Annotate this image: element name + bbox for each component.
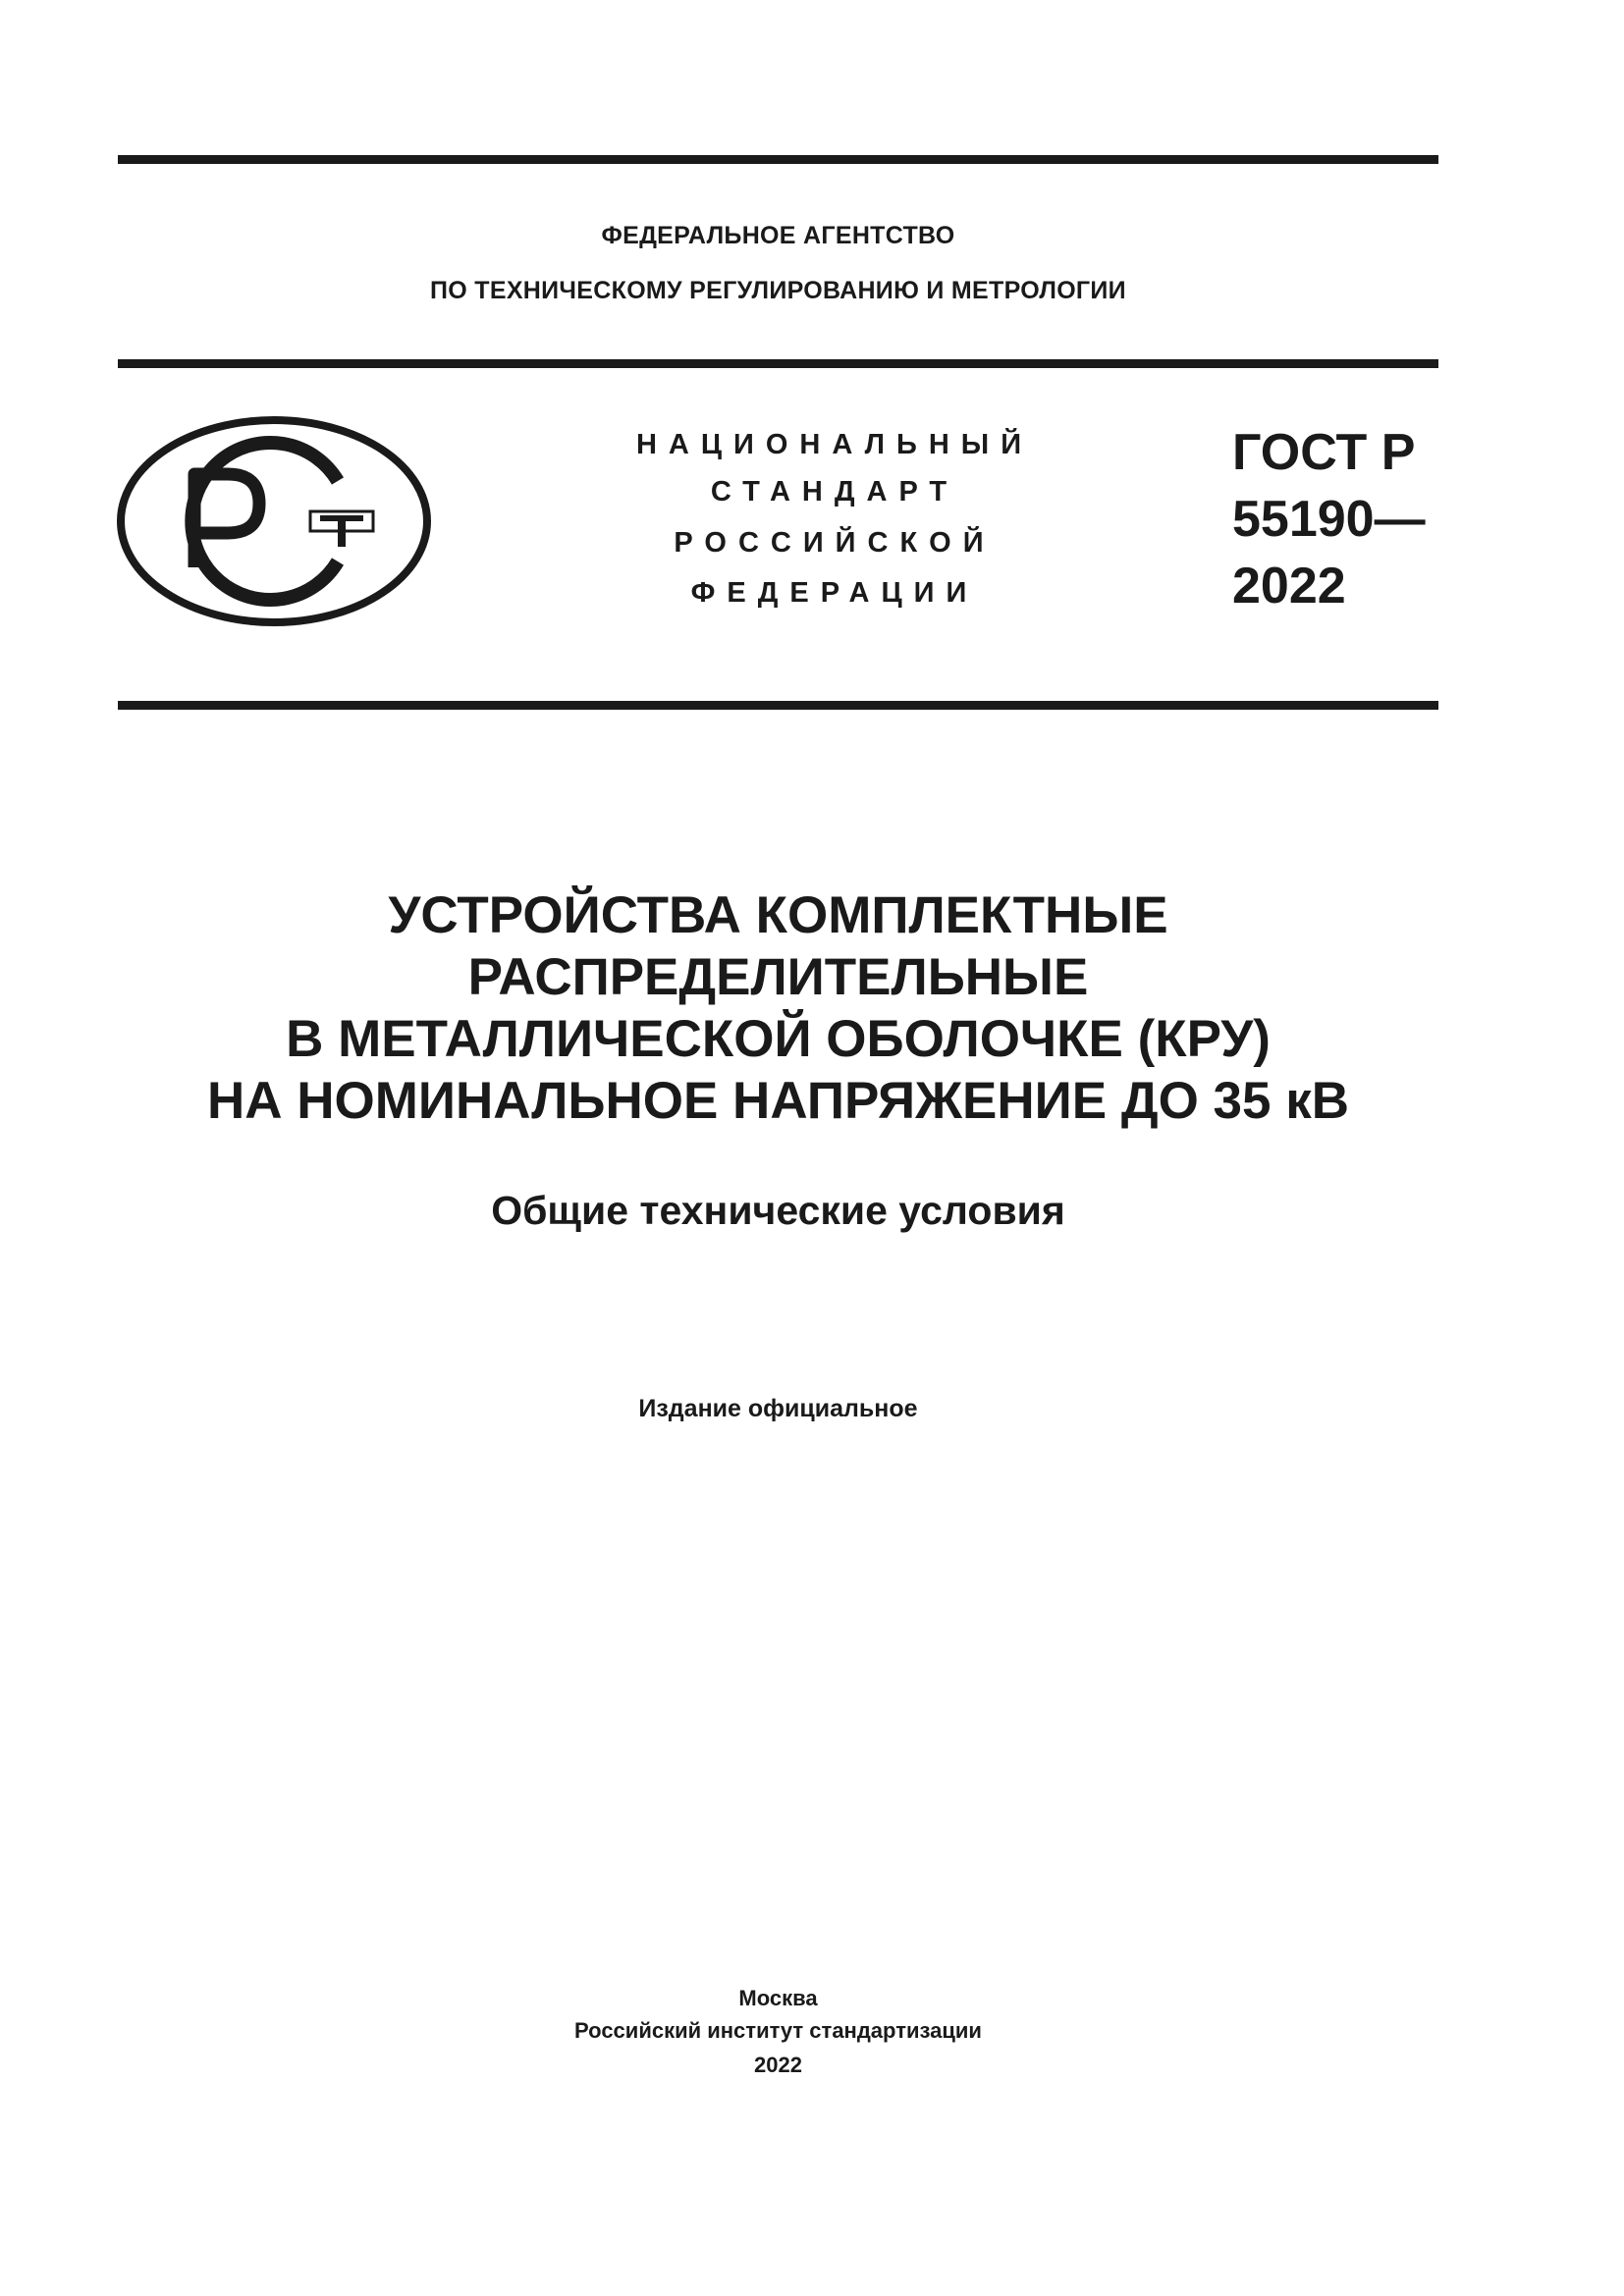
agency-line-2: ПО ТЕХНИЧЕСКОМУ РЕГУЛИРОВАНИЮ И МЕТРОЛОГИИ [430,277,1126,304]
national-line-4: ФЕДЕРАЦИИ [690,577,979,609]
imprint-city: Москва [738,1986,818,2010]
imprint-year: 2022 [754,2053,802,2077]
standard-line-3: 2022 [1232,558,1346,614]
header-bottom-rule [118,701,1438,710]
title-line-4: НА НОМИНАЛЬНОЕ НАПРЯЖЕНИЕ ДО 35 кВ [206,1072,1350,1130]
agency-rule [118,359,1438,368]
top-rule [118,155,1438,164]
rst-mark-icon [116,415,432,627]
edition-label: Издание официальное [638,1395,918,1422]
national-line-3: РОССИЙСКОЙ [674,527,996,559]
title-line-1: УСТРОЙСТВА КОМПЛЕКТНЫЕ [388,886,1168,944]
subtitle: Общие технические условия [491,1188,1065,1233]
imprint-publisher: Российский институт стандартизации [574,2018,982,2043]
standard-line-2: 55190— [1232,491,1426,548]
national-line-1: НАЦИОНАЛЬНЫЙ [635,429,1034,460]
standard-line-1: ГОСТ Р [1232,424,1416,481]
title-line-2: РАСПРЕДЕЛИТЕЛЬНЫЕ [467,948,1089,1006]
title-line-3: В МЕТАЛЛИЧЕСКОЙ ОБОЛОЧКЕ (КРУ) [286,1010,1271,1068]
national-line-2: СТАНДАРТ [710,476,959,507]
agency-line-1: ФЕДЕРАЛЬНОЕ АГЕНТСТВО [601,222,955,249]
